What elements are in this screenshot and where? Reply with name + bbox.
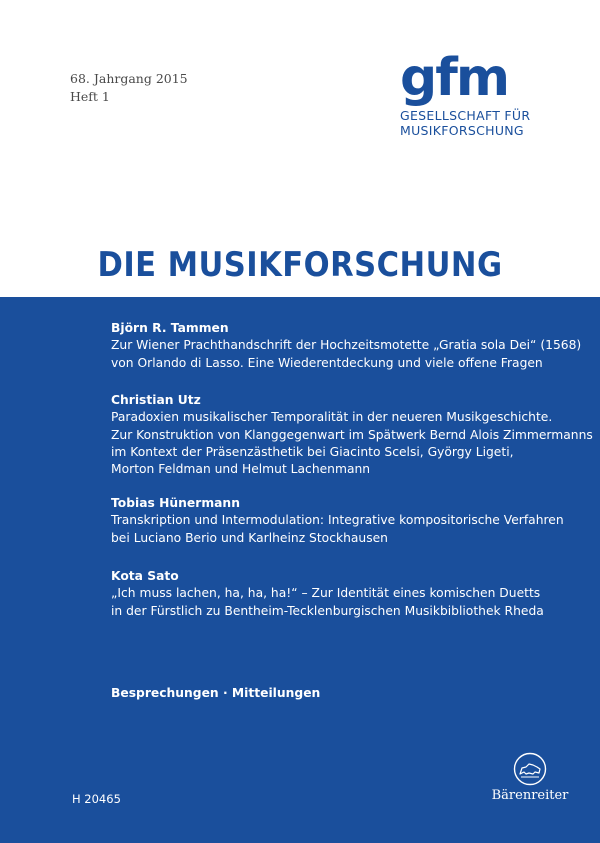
- issue-code: H 20465: [72, 792, 121, 806]
- publisher-name: Bärenreiter: [491, 788, 569, 803]
- article-title-line: Zur Wiener Prachthandschrift der Hochzeitsmotette „Gratia sola Dei“ (1568): [111, 338, 582, 353]
- article-title-line: Transkription und Intermodulation: Integrative kompositorische Verfahren: [111, 513, 564, 528]
- issue-number: Heft 1: [70, 89, 110, 104]
- issue-info: [70, 70, 188, 106]
- article-author: Kota Sato: [111, 569, 179, 583]
- logo-line-1: GESELLSCHAFT FÜR: [400, 108, 531, 123]
- article-title-line: in der Fürstlich zu Bentheim-Tecklenburgischen Musikbibliothek Rheda: [111, 603, 544, 618]
- article-3: [111, 495, 581, 547]
- logo-mark: gfm: [400, 48, 509, 108]
- article-title-line: Morton Feldman und Helmut Lachenmann: [111, 462, 371, 477]
- gfm-logo: [400, 48, 531, 138]
- article-2: [111, 392, 593, 478]
- misc-sections: Besprechungen · Mitteilungen: [111, 686, 321, 700]
- article-title-line: Paradoxien musikalischer Temporalität in der neueren Musikgeschichte.: [111, 410, 553, 425]
- article-author: Christian Utz: [111, 393, 201, 407]
- article-4: [111, 568, 581, 620]
- logo-line-2: MUSIKFORSCHUNG: [400, 123, 524, 138]
- article-title-line: von Orlando di Lasso. Eine Wiederentdeckung und viele offene Fragen: [111, 355, 543, 370]
- logo-text: [400, 108, 530, 138]
- publisher-block: [485, 752, 575, 803]
- article-title-line: bei Luciano Berio und Karlheinz Stockhausen: [111, 530, 388, 545]
- bear-emblem-icon: [513, 752, 547, 786]
- article-author: Tobias Hünermann: [111, 496, 240, 510]
- article-1: [111, 320, 581, 372]
- article-title-line: „Ich muss lachen, ha, ha, ha!“ – Zur Identität eines komischen Duetts: [111, 586, 541, 601]
- cover-top: [0, 0, 600, 297]
- article-title-line: im Kontext der Präsenzästhetik bei Giacinto Scelsi, György Ligeti,: [111, 444, 514, 459]
- article-title-line: Zur Konstruktion von Klanggegenwart im Spätwerk Bernd Alois Zimmermanns: [111, 427, 593, 442]
- article-author: Björn R. Tammen: [111, 321, 229, 335]
- volume-year: 68. Jahrgang 2015: [70, 71, 188, 86]
- journal-title: DIE MUSIKFORSCHUNG: [97, 245, 503, 285]
